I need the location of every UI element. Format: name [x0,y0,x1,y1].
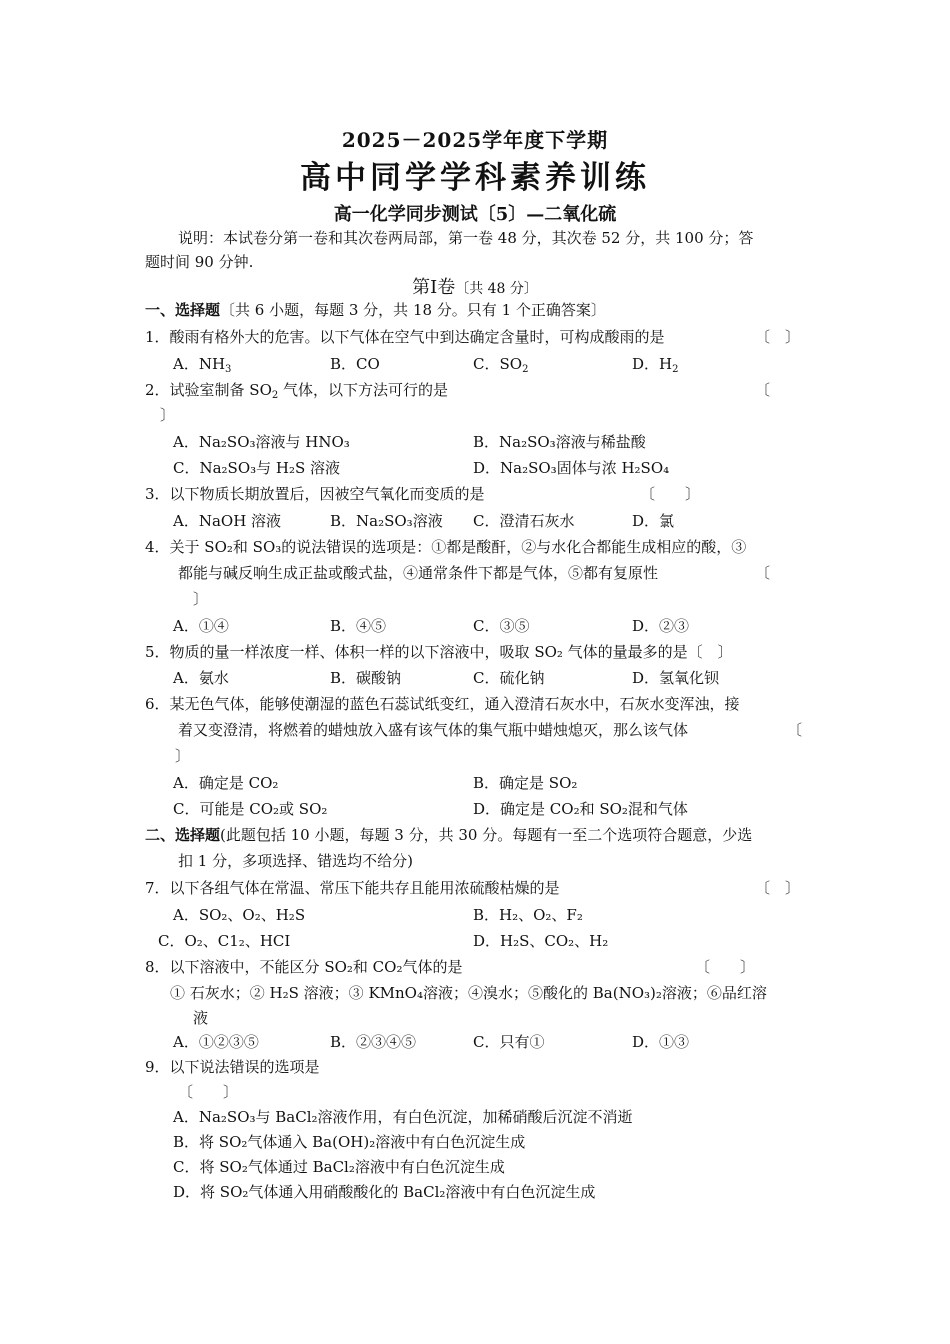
q9-bracket: 〔 〕 [178,1083,239,1101]
volume-heading [0,273,950,299]
q3-option-a: A．NaOH 溶液 [173,512,282,530]
q1-option-c [473,354,528,374]
q1-option-d-sub: 2 [672,364,679,375]
q4-option-b: B．④⑤ [330,617,387,635]
section1-heading [145,300,606,320]
volume-score: 〔共 48 分〕 [455,281,538,297]
q4-option-d: D．②③ [632,617,690,635]
q5-option-a: A．氨水 [173,669,229,687]
q8-option-b: B．②③④⑤ [330,1033,417,1051]
q6-bracket-open: 〔 [787,721,803,739]
q4-line-2: 都能与碱反响生成正盐或酸式盐，④通常条件下都是气体，⑤都有复原性 [178,564,659,582]
q2-stem-a: 2．试验室制备 SO [145,381,272,399]
q3-option-c: C．澄清石灰水 [473,512,575,530]
section2-rule-2: 扣 1 分，多项选择、错选均不给分) [178,852,413,870]
q9-option-d: D．将 SO₂气体通入用硝酸酸化的 BaCl₂溶液中有白色沉淀生成 [173,1183,596,1201]
q1-stem: 1．酸雨有格外大的危害。以下气体在空气中到达确定含量时，可构成酸雨的是 [145,328,665,346]
q9-option-a: A．Na₂SO₃与 BaCl₂溶液作用，有白色沉淀，加稀硝酸后沉淀不消逝 [173,1108,633,1126]
q2-bracket-open: 〔 [755,381,771,399]
q6-option-c: C．可能是 CO₂或 SO₂ [173,800,328,818]
q7-bracket: 〔 〕 [755,879,801,897]
q5-stem: 5．物质的量一样浓度一样、体积一样的以下溶液中，吸取 SO₂ 气体的量最多的是〔 〕 [145,643,733,661]
q3-option-d: D．氯 [632,512,675,530]
q6-option-a: A．确定是 CO₂ [173,774,279,792]
q4-option-c: C．③⑤ [473,617,530,635]
section2-rule-1: (此题包括 10 小题，每题 3 分，共 30 分。每题有一至二个选项符合题意，少选 [220,826,753,844]
q4-line-1: 4．关于 SO₂和 SO₃的说法错误的选项是：①都是酸酐，②与水化合都能生成相应的酸，③ [145,538,747,556]
q5-option-c: C．硫化钠 [473,669,545,687]
section1-rule: 〔共 6 小题，每题 3 分，共 18 分。只有 1 个正确答案〕 [220,301,606,319]
q4-bracket-close: 〕 [193,590,209,608]
q5-option-b: B．碳酸钠 [330,669,402,687]
q2-stem-b: 气体，以下方法可行的是 [278,381,449,399]
q7-option-a: A．SO₂、O₂、H₂S [173,906,306,924]
section2-title: 二、选择题 [145,826,221,844]
q8-option-c: C．只有① [473,1033,545,1051]
q9-option-b: B．将 SO₂气体通入 Ba(OH)₂溶液中有白色沉淀生成 [173,1133,526,1151]
q8-option-d: D．①③ [632,1033,690,1051]
q7-option-b: B．H₂、O₂、F₂ [473,906,583,924]
year-line: 2025－2025学年度下学期 [341,128,609,152]
q8-line-3: 液 [193,1009,209,1027]
volume-name: 第Ⅰ卷 [412,277,456,298]
q6-option-d: D．确定是 CO₂和 SO₂混和气体 [473,800,688,818]
q2-option-d: D．Na₂SO₃固体与浓 H₂SO₄ [473,459,670,477]
q8-bracket: 〔 〕 [695,958,756,976]
q2-bracket-close: 〕 [160,406,176,424]
q6-option-b: B．确定是 SO₂ [473,774,578,792]
q7-stem: 7．以下各组气体在常温、常压下能共存且能用浓硫酸枯燥的是 [145,879,560,897]
q7-option-d: D．H₂S、CO₂、H₂ [473,932,609,950]
q2-stem-sub: 2 [271,390,279,401]
q1-bracket: 〔 〕 [755,328,801,346]
q1-option-c-text: C．SO [473,355,523,373]
section1-title: 一、选择题 [145,301,221,319]
q3-stem: 3．以下物质长期放置后，因被空气氧化而变质的是 [145,485,485,503]
q6-line-1: 6．某无色气体，能够使潮湿的蓝色石蕊试纸变红，通入澄清石灰水中，石灰水变浑浊，接 [145,695,740,713]
q6-bracket-close: 〕 [175,747,191,765]
q4-bracket-open: 〔 [755,564,771,582]
q8-stem: 8．以下溶液中，不能区分 SO₂和 CO₂气体的是 [145,958,463,976]
q1-option-a-sub: 3 [225,364,232,375]
section2-heading [145,825,752,845]
q3-option-b: B．Na₂SO₃溶液 [330,512,443,530]
q8-option-a: A．①②③⑤ [173,1033,259,1051]
q1-option-d [632,354,678,374]
q2-stem [145,380,448,400]
intro-line-1: 说明：本试卷分第一卷和其次卷两局部，第一卷 48 分，其次卷 52 分，共 100 分；答 [178,229,754,247]
q1-option-a-text: A．NH [173,355,226,373]
main-title: 高中同学学科素养训练 [300,160,650,196]
q1-option-b: B．CO [330,355,380,373]
q9-option-c: C．将 SO₂气体通过 BaCl₂溶液中有白色沉淀生成 [173,1158,505,1176]
q1-option-d-text: D．H [632,355,673,373]
q4-option-a: A．①④ [173,617,229,635]
q1-option-a [173,354,231,374]
subtitle: 高一化学同步测试〔5〕—二氧化硫 [333,204,617,225]
intro-line-2: 题时间 90 分钟. [145,253,254,271]
q2-option-b: B．Na₂SO₃溶液与稀盐酸 [473,433,646,451]
q2-option-c: C．Na₂SO₃与 H₂S 溶液 [173,459,341,477]
q8-line-2: ① 石灰水；② H₂S 溶液；③ KMnO₄溶液；④溴水；⑤酸化的 Ba(NO₃)₂溶液；⑥品红溶 [170,984,767,1002]
q7-option-c: C．O₂、C1₂、HCI [158,932,291,950]
q2-option-a: A．Na₂SO₃溶液与 HNO₃ [173,433,350,451]
q9-stem: 9．以下说法错误的选项是 [145,1058,320,1076]
q3-bracket: 〔 〕 [640,485,701,503]
q1-option-c-sub: 2 [522,364,529,375]
q5-option-d: D．氢氧化钡 [632,669,720,687]
q6-line-2: 着又变澄清，将燃着的蜡烛放入盛有该气体的集气瓶中蜡烛熄灭，那么该气体 [178,721,689,739]
